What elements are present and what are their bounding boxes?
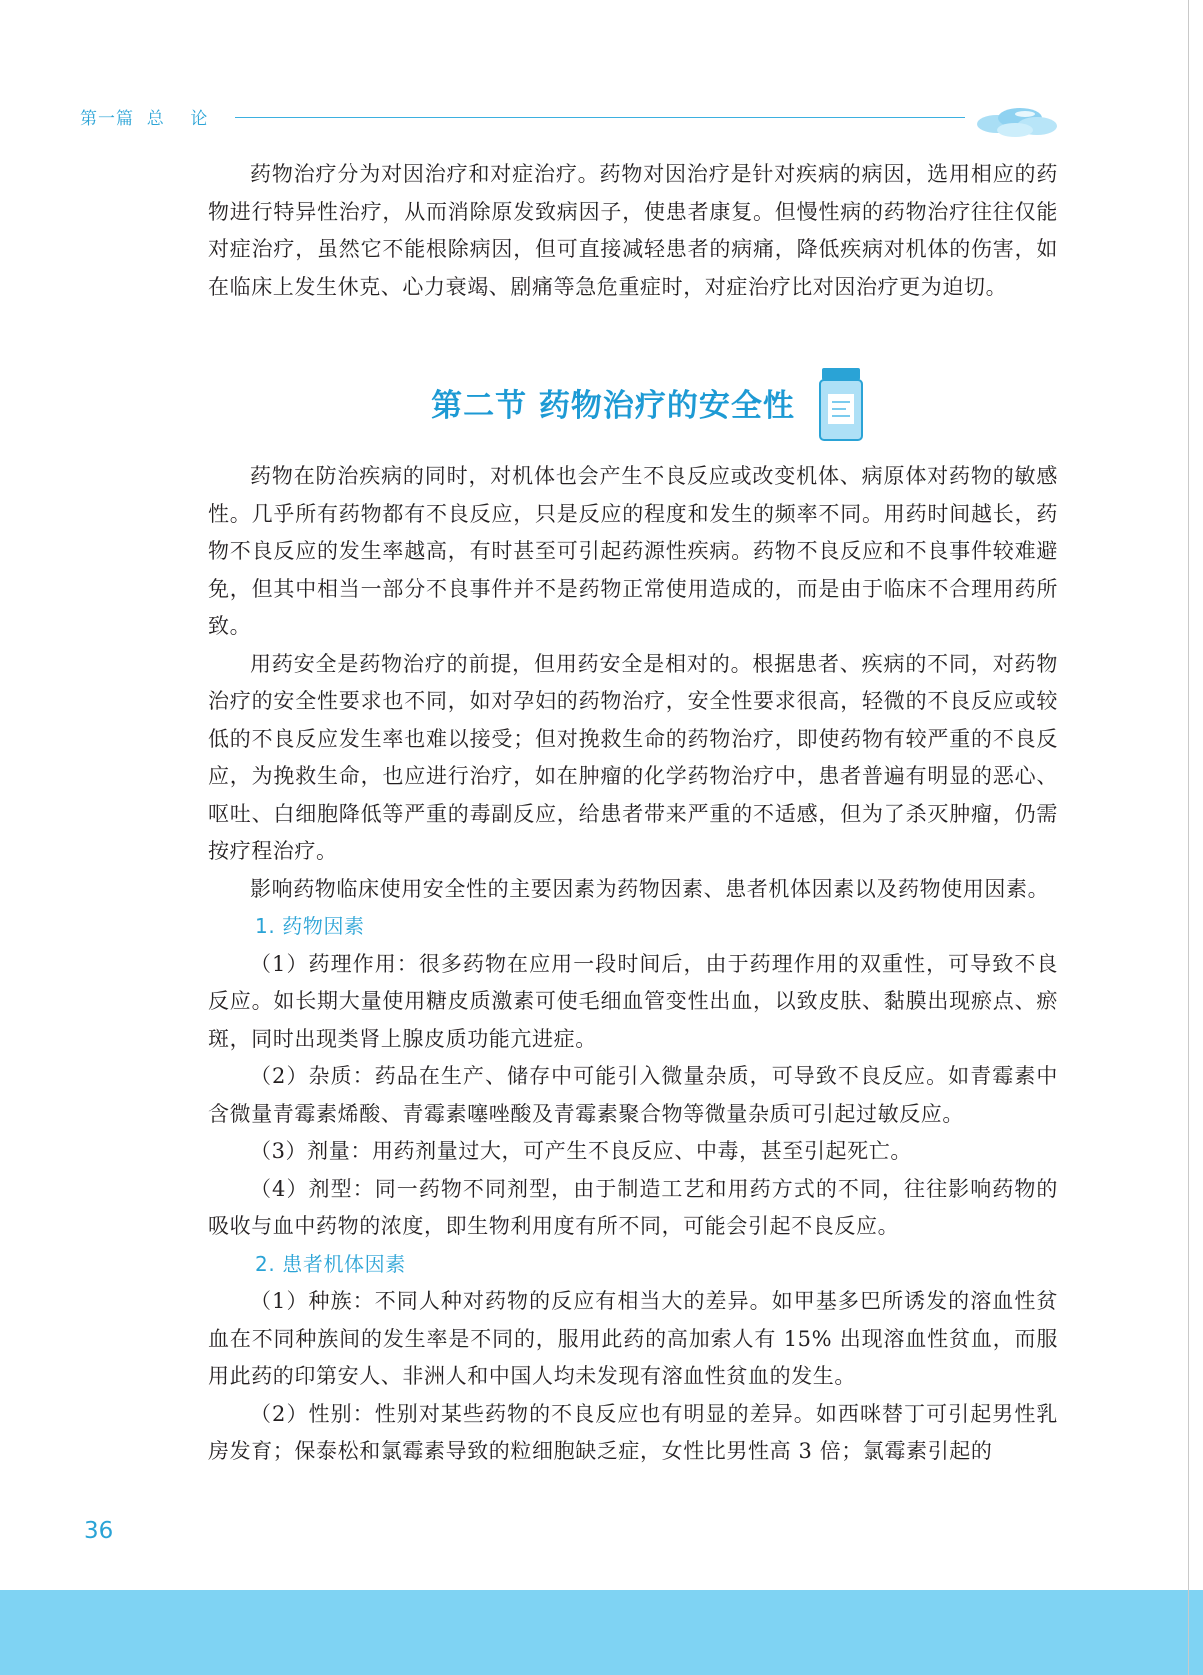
paragraph: 影响药物临床使用安全性的主要因素为药物因素、患者机体因素以及药物使用因素。 [250, 876, 1050, 901]
paragraph: （1）药理作用：很多药物在应用一段时间后，由于药理作用的双重性，可导致不良反应。如长期大量使用糖皮质激素可使毛细血管变性出血，以致皮肤、黏膜出现瘀点、瘀斑，同时出现类肾上腺皮质功能亢进症。 [208, 951, 1058, 1051]
subheading-patient-factors: 2. 患者机体因素 [255, 1251, 406, 1276]
page-body [208, 156, 1058, 1471]
medicine-bottle-icon [816, 366, 868, 446]
paragraph: 用药安全是药物治疗的前提，但用药安全是相对的。根据患者、疾病的不同，对药物治疗的安全性要求也不同，如对孕妇的药物治疗，安全性要求很高，轻微的不良反应或较低的不良反应发生率也难以接受；但对挽救生命的药物治疗，即使药物有较严重的不良反应，为挽救生命，也应进行治疗，如在肿瘤的化学药物治疗中，患者普遍有明显的恶心、呕吐、白细胞降低等严重的毒副反应，给患者带来严重的不适感，但为了杀灭肿瘤，仍需按疗程治疗。 [208, 651, 1058, 863]
paragraph: （4）剂型：同一药物不同剂型，由于制造工艺和用药方式的不同，往往影响药物的吸收与血中药物的浓度，即生物利用度有所不同，可能会引起不良反应。 [208, 1176, 1058, 1238]
header-rule [235, 117, 965, 118]
paragraph: 药物治疗分为对因治疗和对症治疗。药物对因治疗是针对疾病的病因，选用相应的药物进行特异性治疗，从而消除原发致病因子，使患者康复。但慢性病的药物治疗往往仅能对症治疗，虽然它不能根除病因，但可直接减轻患者的病痛，降低疾病对机体的伤害，如在临床上发生休克、心力衰竭、剧痛等急危重症时，对症治疗比对因治疗更为迫切。 [208, 162, 1058, 299]
paragraph: 药物在防治疾病的同时，对机体也会产生不良反应或改变机体、病原体对药物的敏感性。几乎所有药物都有不良反应，只是反应的程度和发生的频率不同。用药时间越长，药物不良反应的发生率越高，有时甚至可引起药源性疾病。药物不良反应和不良事件较难避免，但其中相当一部分不良事件并不是药物正常使用造成的，而是由于临床不合理用药所致。 [208, 464, 1058, 638]
subheading-drug-factors: 1. 药物因素 [255, 914, 365, 938]
paragraph: （2）杂质：药品在生产、储存中可能引入微量杂质，可导致不良反应。如青霉素中含微量青霉素烯酸、青霉素噻唑酸及青霉素聚合物等微量杂质可引起过敏反应。 [208, 1064, 1058, 1126]
section-title: 第二节 药物治疗的安全性 [431, 388, 795, 424]
paragraph: （1）种族：不同人种对药物的反应有相当大的差异。如甲基多巴所诱发的溶血性贫血在不同种族间的发生率是不同的，服用此药的高加索人有 15% 出现溶血性贫血，而服用此药的印第安人、非洲人和中国人均未发现有溶血性贫血的发生。 [208, 1289, 1058, 1388]
paragraph: （2）性别：性别对某些药物的不良反应也有明显的差异。如西咪替丁可引起男性乳房发育；保泰松和氯霉素导致的粒细胞缺乏症，女性比男性高 3 倍；氯霉素引起的 [208, 1401, 1058, 1463]
page-number: 36 [84, 1518, 114, 1544]
section-spacer [208, 306, 1058, 366]
capsule-pills-icon [975, 100, 1060, 140]
page-edge-line [1188, 0, 1189, 1675]
paragraph: （3）剂量：用药剂量过大，可产生不良反应、中毒，甚至引起死亡。 [250, 1139, 912, 1163]
footer-band [0, 1590, 1203, 1675]
running-header [80, 100, 1060, 140]
section-heading [208, 366, 1058, 446]
part-label: 第一篇 总 论 [80, 109, 209, 129]
